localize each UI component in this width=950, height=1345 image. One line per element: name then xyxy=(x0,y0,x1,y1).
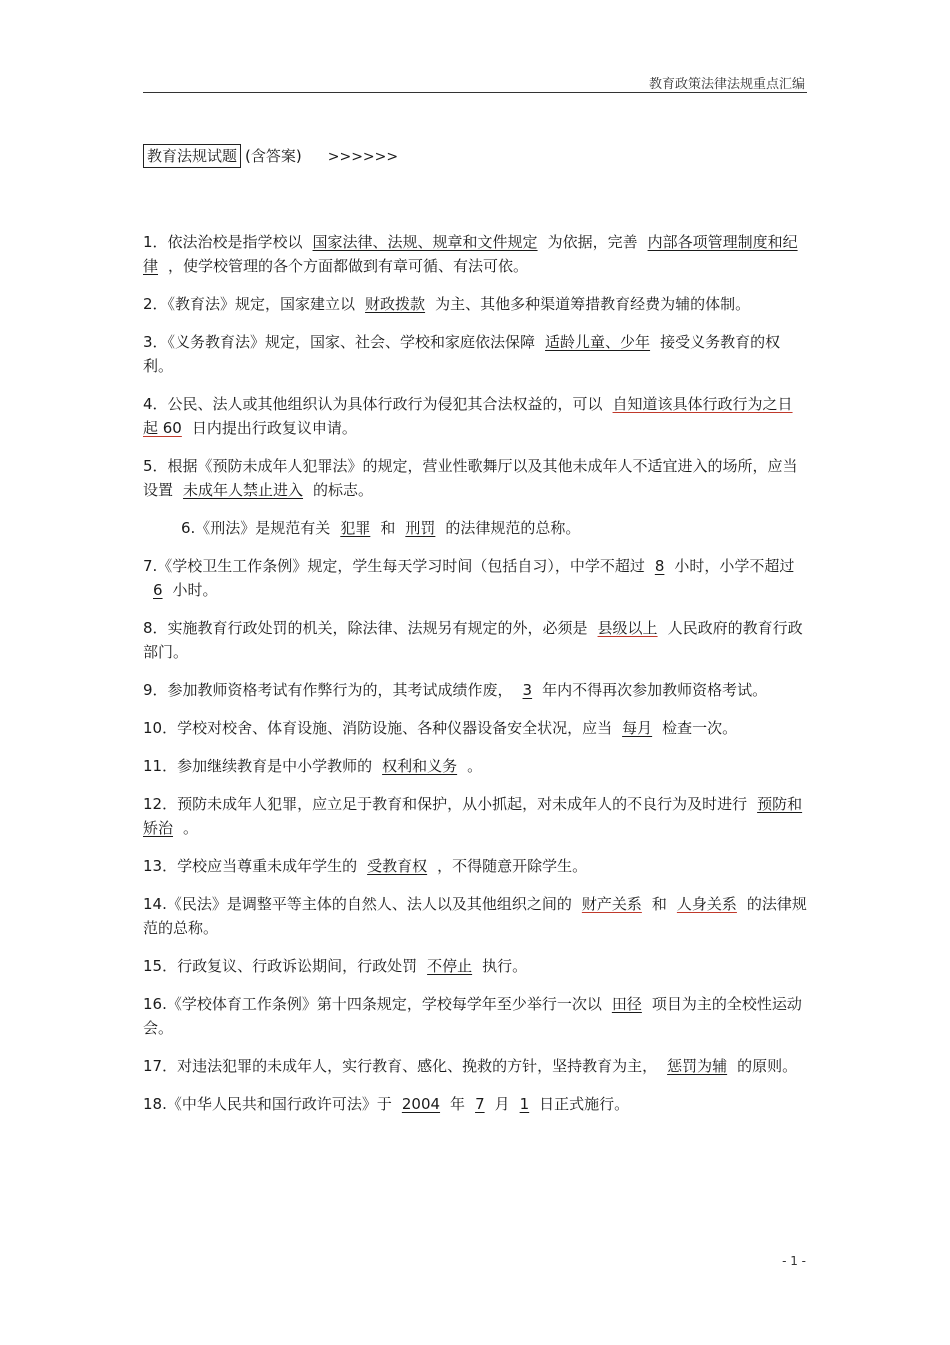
q7-answer-1: 8 xyxy=(654,557,665,575)
q3-answer-1: 适龄儿童、少年 xyxy=(545,333,651,351)
question-9 xyxy=(143,678,807,702)
q7-text-a: 7.《学校卫生工作条例》规定，学生每天学习时间（包括自习），中学不超过 xyxy=(143,557,645,575)
q3-text-b: 接受义务教育的权利。 xyxy=(143,333,781,375)
doc-title-suffix: (含答案) xyxy=(245,147,302,165)
q5-text-b: 的标志。 xyxy=(313,481,374,499)
q9-text-a: 9．参加教师资格考试有作弊行为的，其考试成绩作废， xyxy=(143,681,513,699)
q6-answer-2: 刑罚 xyxy=(405,519,436,537)
q11-answer-1: 权利和义务 xyxy=(382,757,458,775)
question-7 xyxy=(143,554,807,602)
q6-text-c: 的法律规范的总称。 xyxy=(445,519,581,537)
q2-text-a: 2．《教育法》规定，国家建立以 xyxy=(143,295,356,313)
q8-text-a: 8．实施教育行政处罚的机关，除法律、法规另有规定的外，必须是 xyxy=(143,619,588,637)
doc-title xyxy=(143,144,398,168)
q5-text-a: 5．根据《预防未成年人犯罪法》的规定，营业性歌舞厅以及其他未成年人不适宜进入的场所，应当设置 xyxy=(143,457,798,499)
question-1 xyxy=(143,230,807,278)
q6-text-a: 6.《刑法》是规范有关 xyxy=(181,519,331,537)
q1-text-a: 1．依法治校是指学校以 xyxy=(143,233,303,251)
q13-text-b: ，不得随意开除学生。 xyxy=(437,857,588,875)
q4-text-b: 日内提出行政复议申请。 xyxy=(191,419,357,437)
question-16 xyxy=(143,992,807,1040)
question-12 xyxy=(143,792,807,840)
q1-answer-1: 国家法律、法规、规章和文件规定 xyxy=(312,233,538,251)
q18-answer-2: 7 xyxy=(475,1095,485,1113)
q18-text-d: 日正式施行。 xyxy=(539,1095,630,1113)
q10-text-a: 10．学校对校舍、体育设施、消防设施、各种仪器设备安全状况，应当 xyxy=(143,719,613,737)
q14-text-a: 14.《民法》是调整平等主体的自然人、法人以及其他组织之间的 xyxy=(143,895,572,913)
q3-text-a: 3．《义务教育法》规定，国家、社会、学校和家庭依法保障 xyxy=(143,333,536,351)
q5-answer-1: 未成年人禁止进入 xyxy=(183,481,304,499)
question-15 xyxy=(143,954,807,978)
q15-answer-1: 不停止 xyxy=(427,957,473,975)
question-6 xyxy=(143,516,807,540)
question-list xyxy=(143,230,807,1130)
question-17 xyxy=(143,1054,807,1078)
q11-text-a: 11．参加继续教育是中小学教师的 xyxy=(143,757,373,775)
question-8 xyxy=(143,616,807,664)
q13-answer-1: 受教育权 xyxy=(367,857,428,875)
question-4 xyxy=(143,392,807,440)
q17-text-b: 的原则。 xyxy=(737,1057,798,1075)
q4-text-a: 4．公民、法人或其他组织认为具体行政行为侵犯其合法权益的，可以 xyxy=(143,395,603,413)
q1-answer-2: 内部各项管理制度和纪律 xyxy=(143,233,798,275)
question-3 xyxy=(143,330,807,378)
q7-text-c: 小时。 xyxy=(172,581,218,599)
q1-text-b: 为依据，完善 xyxy=(547,233,638,251)
q10-answer-1: 每月 xyxy=(622,719,653,737)
q12-answer-1: 预防和矫治 xyxy=(143,795,803,837)
q15-text-b: 执行。 xyxy=(482,957,528,975)
question-5 xyxy=(143,454,807,502)
q18-text-b: 年 xyxy=(450,1095,466,1113)
q14-answer-2: 人身关系 xyxy=(676,895,737,913)
q18-text-a: 18.《中华人民共和国行政许可法》于 xyxy=(143,1095,392,1113)
q9-text-b: 年内不得再次参加教师资格考试。 xyxy=(542,681,768,699)
page-number: - 1 - xyxy=(782,1254,806,1268)
q7-text-b: 小时，小学不超过 xyxy=(674,557,795,575)
q18-answer-1: 2004 xyxy=(401,1095,441,1113)
q12-text-b: 。 xyxy=(183,819,199,837)
q7-answer-2: 6 xyxy=(153,581,163,599)
question-10 xyxy=(143,716,807,740)
q6-text-b: 和 xyxy=(380,519,396,537)
q2-answer-1: 财政拨款 xyxy=(365,295,426,313)
question-11 xyxy=(143,754,807,778)
q11-text-b: 。 xyxy=(467,757,483,775)
question-14 xyxy=(143,892,807,940)
header-rule xyxy=(143,92,807,93)
q18-text-c: 月 xyxy=(494,1095,510,1113)
q16-text-a: 16.《学校体育工作条例》第十四条规定，学校每学年至少举行一次以 xyxy=(143,995,602,1013)
q2-text-b: 为主、其他多种渠道筹措教育经费为辅的体制。 xyxy=(435,295,751,313)
q16-text-b: 项目为主的全校性运动会。 xyxy=(143,995,802,1037)
doc-title-boxed: 教育法规试题 xyxy=(143,144,241,168)
question-18 xyxy=(143,1092,807,1116)
question-13 xyxy=(143,854,807,878)
doc-title-arrows: >>>>>> xyxy=(327,149,399,165)
q12-text-a: 12．预防未成年人犯罪，应立足于教育和保护，从小抓起，对未成年人的不良行为及时进行 xyxy=(143,795,748,813)
q17-answer-1: 惩罚为辅 xyxy=(667,1057,728,1075)
q16-answer-1: 田径 xyxy=(611,995,642,1013)
q14-text-b: 和 xyxy=(651,895,667,913)
q18-answer-3: 1 xyxy=(519,1095,530,1113)
q8-text-b: 人民政府的教育行政部门。 xyxy=(143,619,803,661)
q17-text-a: 17．对违法犯罪的未成年人，实行教育、感化、挽救的方针，坚持教育为主， xyxy=(143,1057,658,1075)
q14-answer-1: 财产关系 xyxy=(581,895,642,913)
q13-text-a: 13．学校应当尊重未成年学生的 xyxy=(143,857,358,875)
q9-answer-1: 3 xyxy=(522,681,533,699)
q14-text-c: 的法律规范的总称。 xyxy=(143,895,807,937)
q15-text-a: 15．行政复议、行政诉讼期间，行政处罚 xyxy=(143,957,418,975)
q6-answer-1: 犯罪 xyxy=(340,519,371,537)
q4-answer-1: 自知道该具体行政行为之日起 60 xyxy=(143,395,793,437)
q10-text-b: 检查一次。 xyxy=(662,719,738,737)
header-title: 教育政策法律法规重点汇编 xyxy=(648,77,805,92)
q1-text-c: ，使学校管理的各个方面都做到有章可循、有法可依。 xyxy=(168,257,529,275)
q8-answer-1: 县级以上 xyxy=(597,619,658,637)
question-2 xyxy=(143,292,807,316)
